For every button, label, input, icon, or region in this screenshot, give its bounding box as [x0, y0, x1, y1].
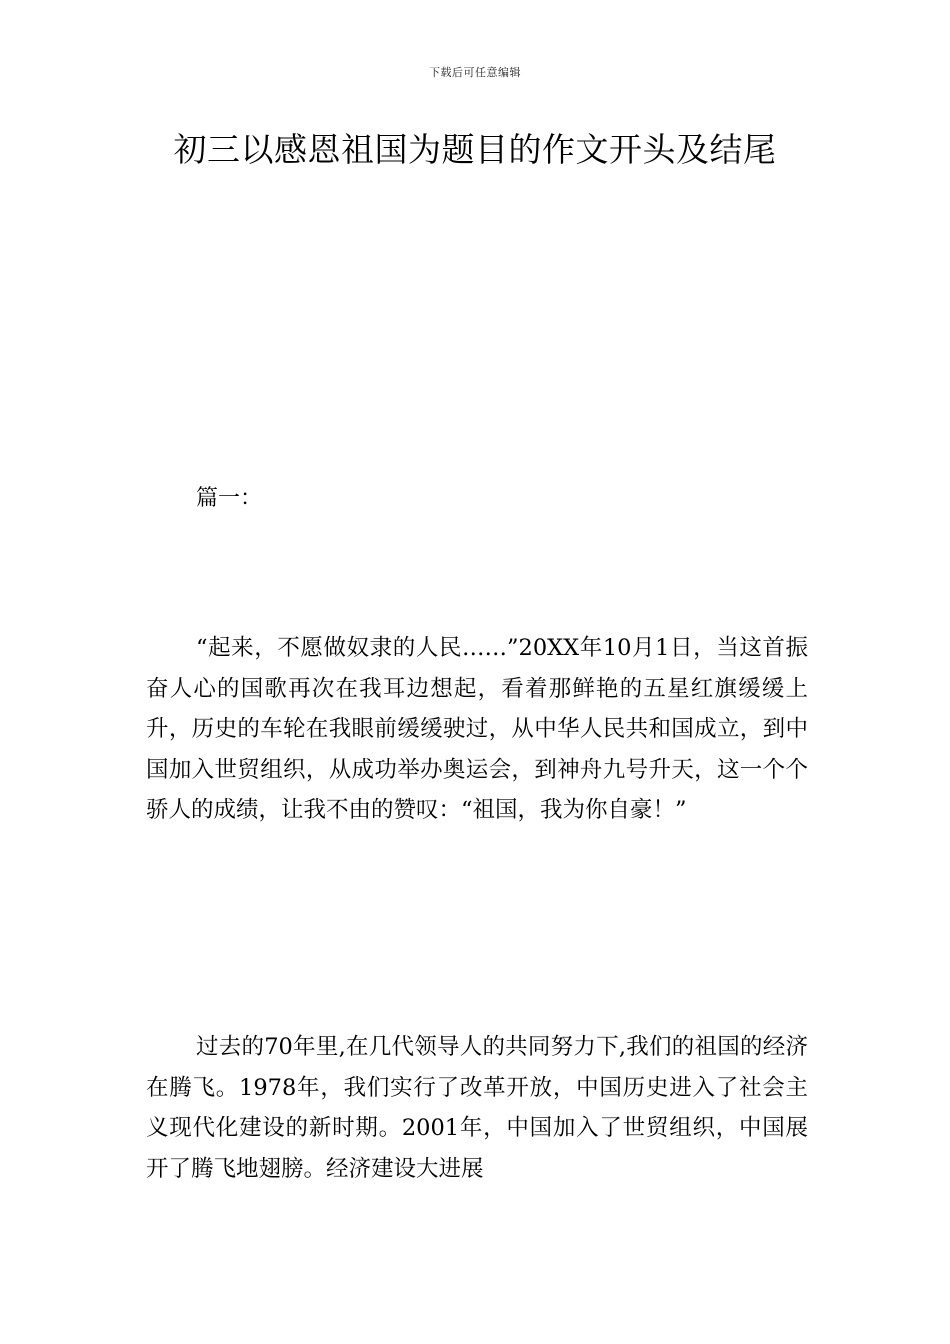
section-label: 篇一：: [196, 486, 263, 511]
paragraph-1: “起来，不愿做奴隶的人民……”20XX年10月1日，当这首振奋人心的国歌再次在我耳边想起，看着那鲜艳的五星红旗缓缓上升，历史的车轮在我眼前缓缓驶过，从中华人民共和国成立，到中国加入世贸组织，从成功举办奥运会，到神舟九号升天，这一个个骄人的成绩，让我不由的赞叹：“祖国，我为你自豪！”: [146, 635, 808, 823]
document-title: 初三以感恩祖国为题目的作文开头及结尾: [173, 130, 777, 169]
paragraph-2: 过去的70年里,在几代领导人的共同努力下,我们的祖国的经济在腾飞。1978年，我们实行了改革开放，中国历史进入了社会主义现代化建设的新时期。2001年，中国加入了世贸组织，中国展开了腾飞地翅膀。经济建设大进展: [146, 1034, 808, 1182]
header-note: 下载后可任意编辑: [429, 66, 521, 79]
